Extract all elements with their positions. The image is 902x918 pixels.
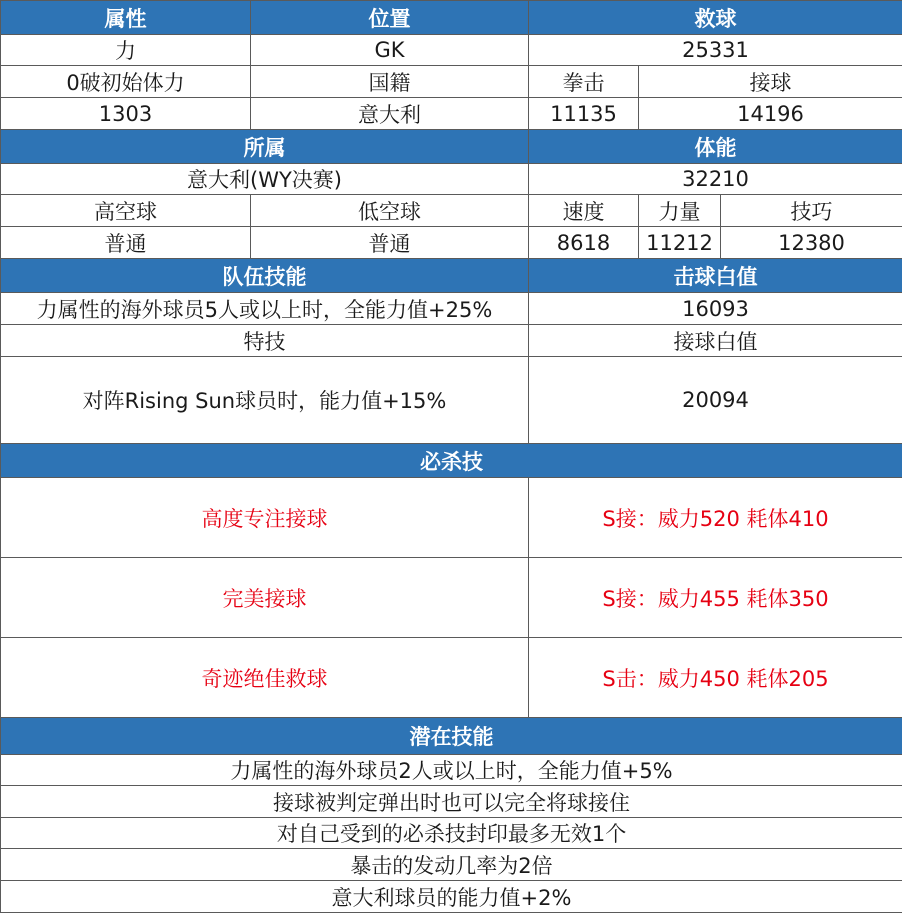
potential-skill-item: 接球被判定弹出时也可以完全将球接住: [1, 786, 902, 818]
special-move-desc: S接：威力455 耗体350: [529, 558, 902, 638]
catch-base-label: 接球白值: [529, 325, 902, 357]
technique-value: 12380: [721, 227, 902, 259]
attribute-value: 力: [1, 35, 251, 66]
special-move-name: 高度专注接球: [1, 478, 529, 558]
punch-value: 11135: [529, 98, 639, 130]
header-save: 救球: [529, 1, 902, 35]
save-value: 25331: [529, 35, 902, 66]
catch-base-value: 20094: [529, 357, 902, 444]
high-ball-value: 普通: [1, 227, 251, 259]
low-ball-label: 低空球: [251, 195, 529, 227]
nationality-label: 国籍: [251, 66, 529, 98]
team-skill-text: 力属性的海外球员5人或以上时，全能力值+25%: [1, 293, 529, 325]
special-move-name: 奇迹绝佳救球: [1, 638, 529, 718]
speed-value: 8618: [529, 227, 639, 259]
high-ball-label: 高空球: [1, 195, 251, 227]
trait-text: 对阵Rising Sun球员时，能力值+15%: [1, 357, 529, 444]
header-shot-base: 击球白值: [529, 259, 902, 293]
position-value: GK: [251, 35, 529, 66]
stamina-value: 32210: [529, 164, 902, 195]
special-move-desc: S击：威力450 耗体205: [529, 638, 902, 718]
header-team-skill: 队伍技能: [1, 259, 529, 293]
header-attribute: 属性: [1, 1, 251, 35]
shot-base-value: 16093: [529, 293, 902, 325]
technique-label: 技巧: [721, 195, 902, 227]
header-affiliation: 所属: [1, 130, 529, 164]
potential-skill-item: 对自己受到的必杀技封印最多无效1个: [1, 818, 902, 849]
trait-label: 特技: [1, 325, 529, 357]
initial-stamina-label: 0破初始体力: [1, 66, 251, 98]
header-potential-skill: 潜在技能: [1, 718, 902, 755]
potential-skill-item: 意大利球员的能力值+2%: [1, 881, 902, 913]
power-label: 力量: [639, 195, 721, 227]
punch-label: 拳击: [529, 66, 639, 98]
header-stamina: 体能: [529, 130, 902, 164]
catch-label: 接球: [639, 66, 902, 98]
low-ball-value: 普通: [251, 227, 529, 259]
speed-label: 速度: [529, 195, 639, 227]
potential-skill-item: 暴击的发动几率为2倍: [1, 849, 902, 881]
potential-skill-item: 力属性的海外球员2人或以上时，全能力值+5%: [1, 755, 902, 786]
affiliation-value: 意大利(WY决赛): [1, 164, 529, 195]
catch-value: 14196: [639, 98, 902, 130]
special-move-name: 完美接球: [1, 558, 529, 638]
initial-stamina-value: 1303: [1, 98, 251, 130]
nationality-value: 意大利: [251, 98, 529, 130]
power-value: 11212: [639, 227, 721, 259]
header-special-move: 必杀技: [1, 444, 902, 478]
header-position: 位置: [251, 1, 529, 35]
special-move-desc: S接：威力520 耗体410: [529, 478, 902, 558]
